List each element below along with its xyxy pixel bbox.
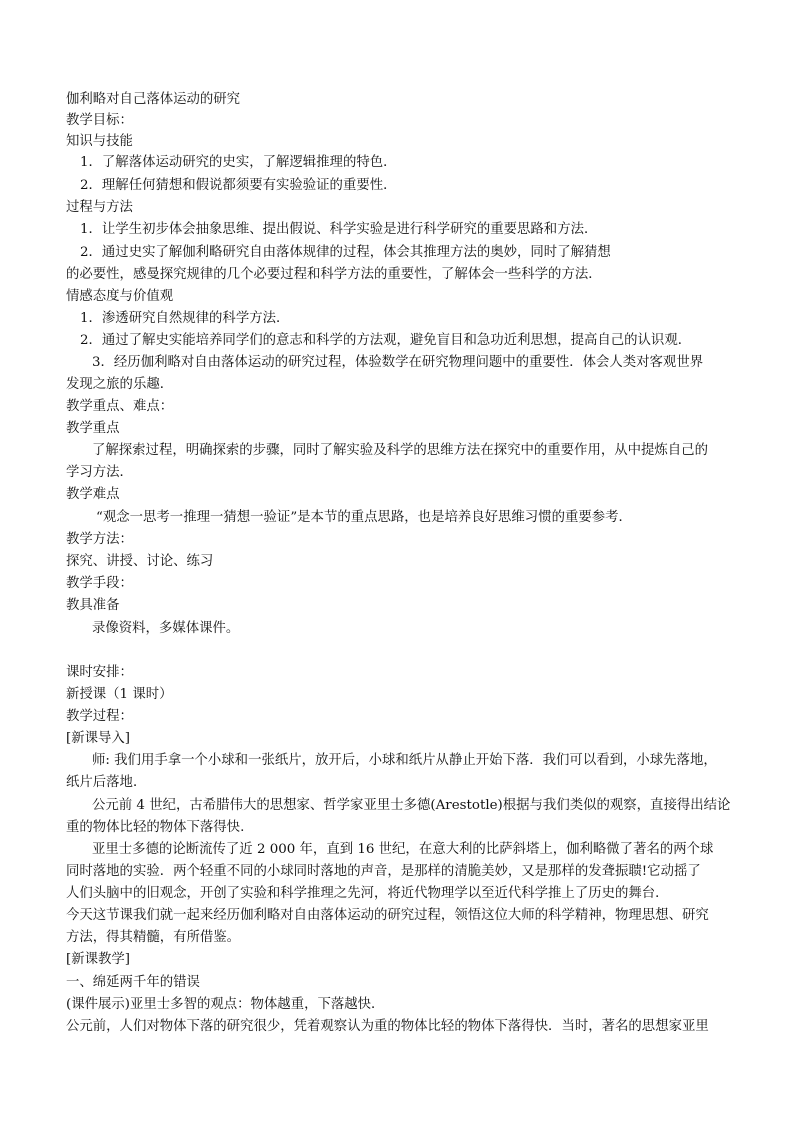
process-heading: 教学过程： <box>66 709 133 724</box>
process-item-2-line-1: 2．通过史实了解伽利略研究自由落体规律的过程，体会其推理方法的奥妙，同时了解猜想 <box>80 245 611 260</box>
attitude-item-3-line-2: 发现之旅的乐趣． <box>66 377 174 392</box>
tools-heading: 教学手段： <box>66 576 133 591</box>
prep-text: 录像资料，多媒体课件。 <box>92 621 240 636</box>
para-2-line-2: 重的物体比轻的物体下落得快. <box>66 820 245 835</box>
methods-text: 探究、讲授、讨论、练习 <box>66 554 214 569</box>
para-1-line-2: 纸片后落地． <box>66 775 147 790</box>
para-4-line-1: 今天这节课我们就一起来经历伽利略对自由落体运动的研究过程，领悟这位大师的科学精神，物理思想、研究 <box>66 908 709 923</box>
knowledge-item-1: 1．了解落体运动研究的史实，了解逻辑推理的特色． <box>80 155 397 170</box>
teaching-goals-heading: 教学目标： <box>66 113 133 128</box>
process-item-1: 1．让学生初步体会抽象思维、提出假说、科学实验是进行科学研究的重要思路和方法． <box>80 222 598 237</box>
knowledge-skills-heading: 知识与技能 <box>66 134 133 149</box>
last-line: 公元前，人们对物体下落的研究很少，凭着观察认为重的物体比轻的物体下落得快．当时，著名的思想家亚里 <box>66 1019 709 1034</box>
focus-heading: 教学重点 <box>66 421 120 436</box>
difficulty-text: “观念一思考一推理一猜想一验证”是本节的重点思路，也是培养良好思维习惯的重要参考． <box>96 510 632 525</box>
doc-title: 伽利略对自己落体运动的研究 <box>66 92 241 107</box>
courseware-line: (课件展示)亚里士多智的观点：物体越重，下落越快． <box>66 997 385 1012</box>
prep-heading: 教具准备 <box>66 598 120 613</box>
para-2-line-1: 公元前 4 世纪，古希腊伟大的思想家、哲学家亚里士多德(Arestotle)根据与我们类似的观察，直接得出结论 <box>92 798 731 813</box>
process-method-heading: 过程与方法 <box>66 200 133 215</box>
focus-line-2: 学习方法． <box>66 465 133 480</box>
intro-tag: [新课导入] <box>66 731 131 746</box>
attitude-item-2: 2．通过了解史实能培养同学们的意志和科学的方法观，避免盲目和急功近利思想，提高自己的认识观． <box>80 333 692 348</box>
attitude-item-1: 1．渗透研究自然规律的科学方法． <box>80 311 290 326</box>
para-3-line-1: 亚里士多德的论断流传了近 2 000 年，直到 16 世纪，在意大利的比萨斜塔上，伽利略微了著名的两个球 <box>92 842 714 857</box>
para-3-line-2: 同时落地的实验．两个轻重不同的小球同时落地的声音，是那样的清脆美妙，又是那样的发聋振聩!它动摇了 <box>66 864 701 879</box>
methods-heading: 教学方法： <box>66 532 133 547</box>
process-item-2-line-2: 的必要性，感曼探究规律的几个必要过程和科学方法的重要性，了解体会一些科学的方法． <box>66 267 602 282</box>
new-lesson-tag: [新课教学] <box>66 952 131 967</box>
schedule-text: 新授课（1 课时） <box>66 687 173 702</box>
key-points-heading: 教学重点、难点： <box>66 399 174 414</box>
schedule-heading: 课时安排： <box>66 665 133 680</box>
section-1-heading: 一、绵延两千年的错误 <box>66 975 200 990</box>
difficulty-heading: 教学难点 <box>66 487 120 502</box>
attitude-heading: 情感态度与价值观 <box>66 289 174 304</box>
attitude-item-3-line-1: 3．经历伽利略对自由落体运动的研究过程，体验数学在研究物理问题中的重要性．体会人类对客观世界 <box>92 355 704 370</box>
para-1-line-1: 师: 我们用手拿一个小球和一张纸片，放开后，小球和纸片从静止开始下落．我们可以看到，小球先落地， <box>92 753 717 768</box>
para-3-line-3: 人们头脑中的旧观念，开创了实验和科学推理之先河，将近代物理学以至近代科学推上了历史的舞台． <box>66 886 669 901</box>
focus-line-1: 了解探索过程，明确探索的步骤，同时了解实验及科学的思维方法在探究中的重要作用，从中提炼自己的 <box>92 443 708 458</box>
knowledge-item-2: 2．理解任何猜想和假说都须要有实验验证的重要性． <box>80 178 397 193</box>
para-4-line-2: 方法，得其精髓，有所借鉴。 <box>66 930 241 945</box>
